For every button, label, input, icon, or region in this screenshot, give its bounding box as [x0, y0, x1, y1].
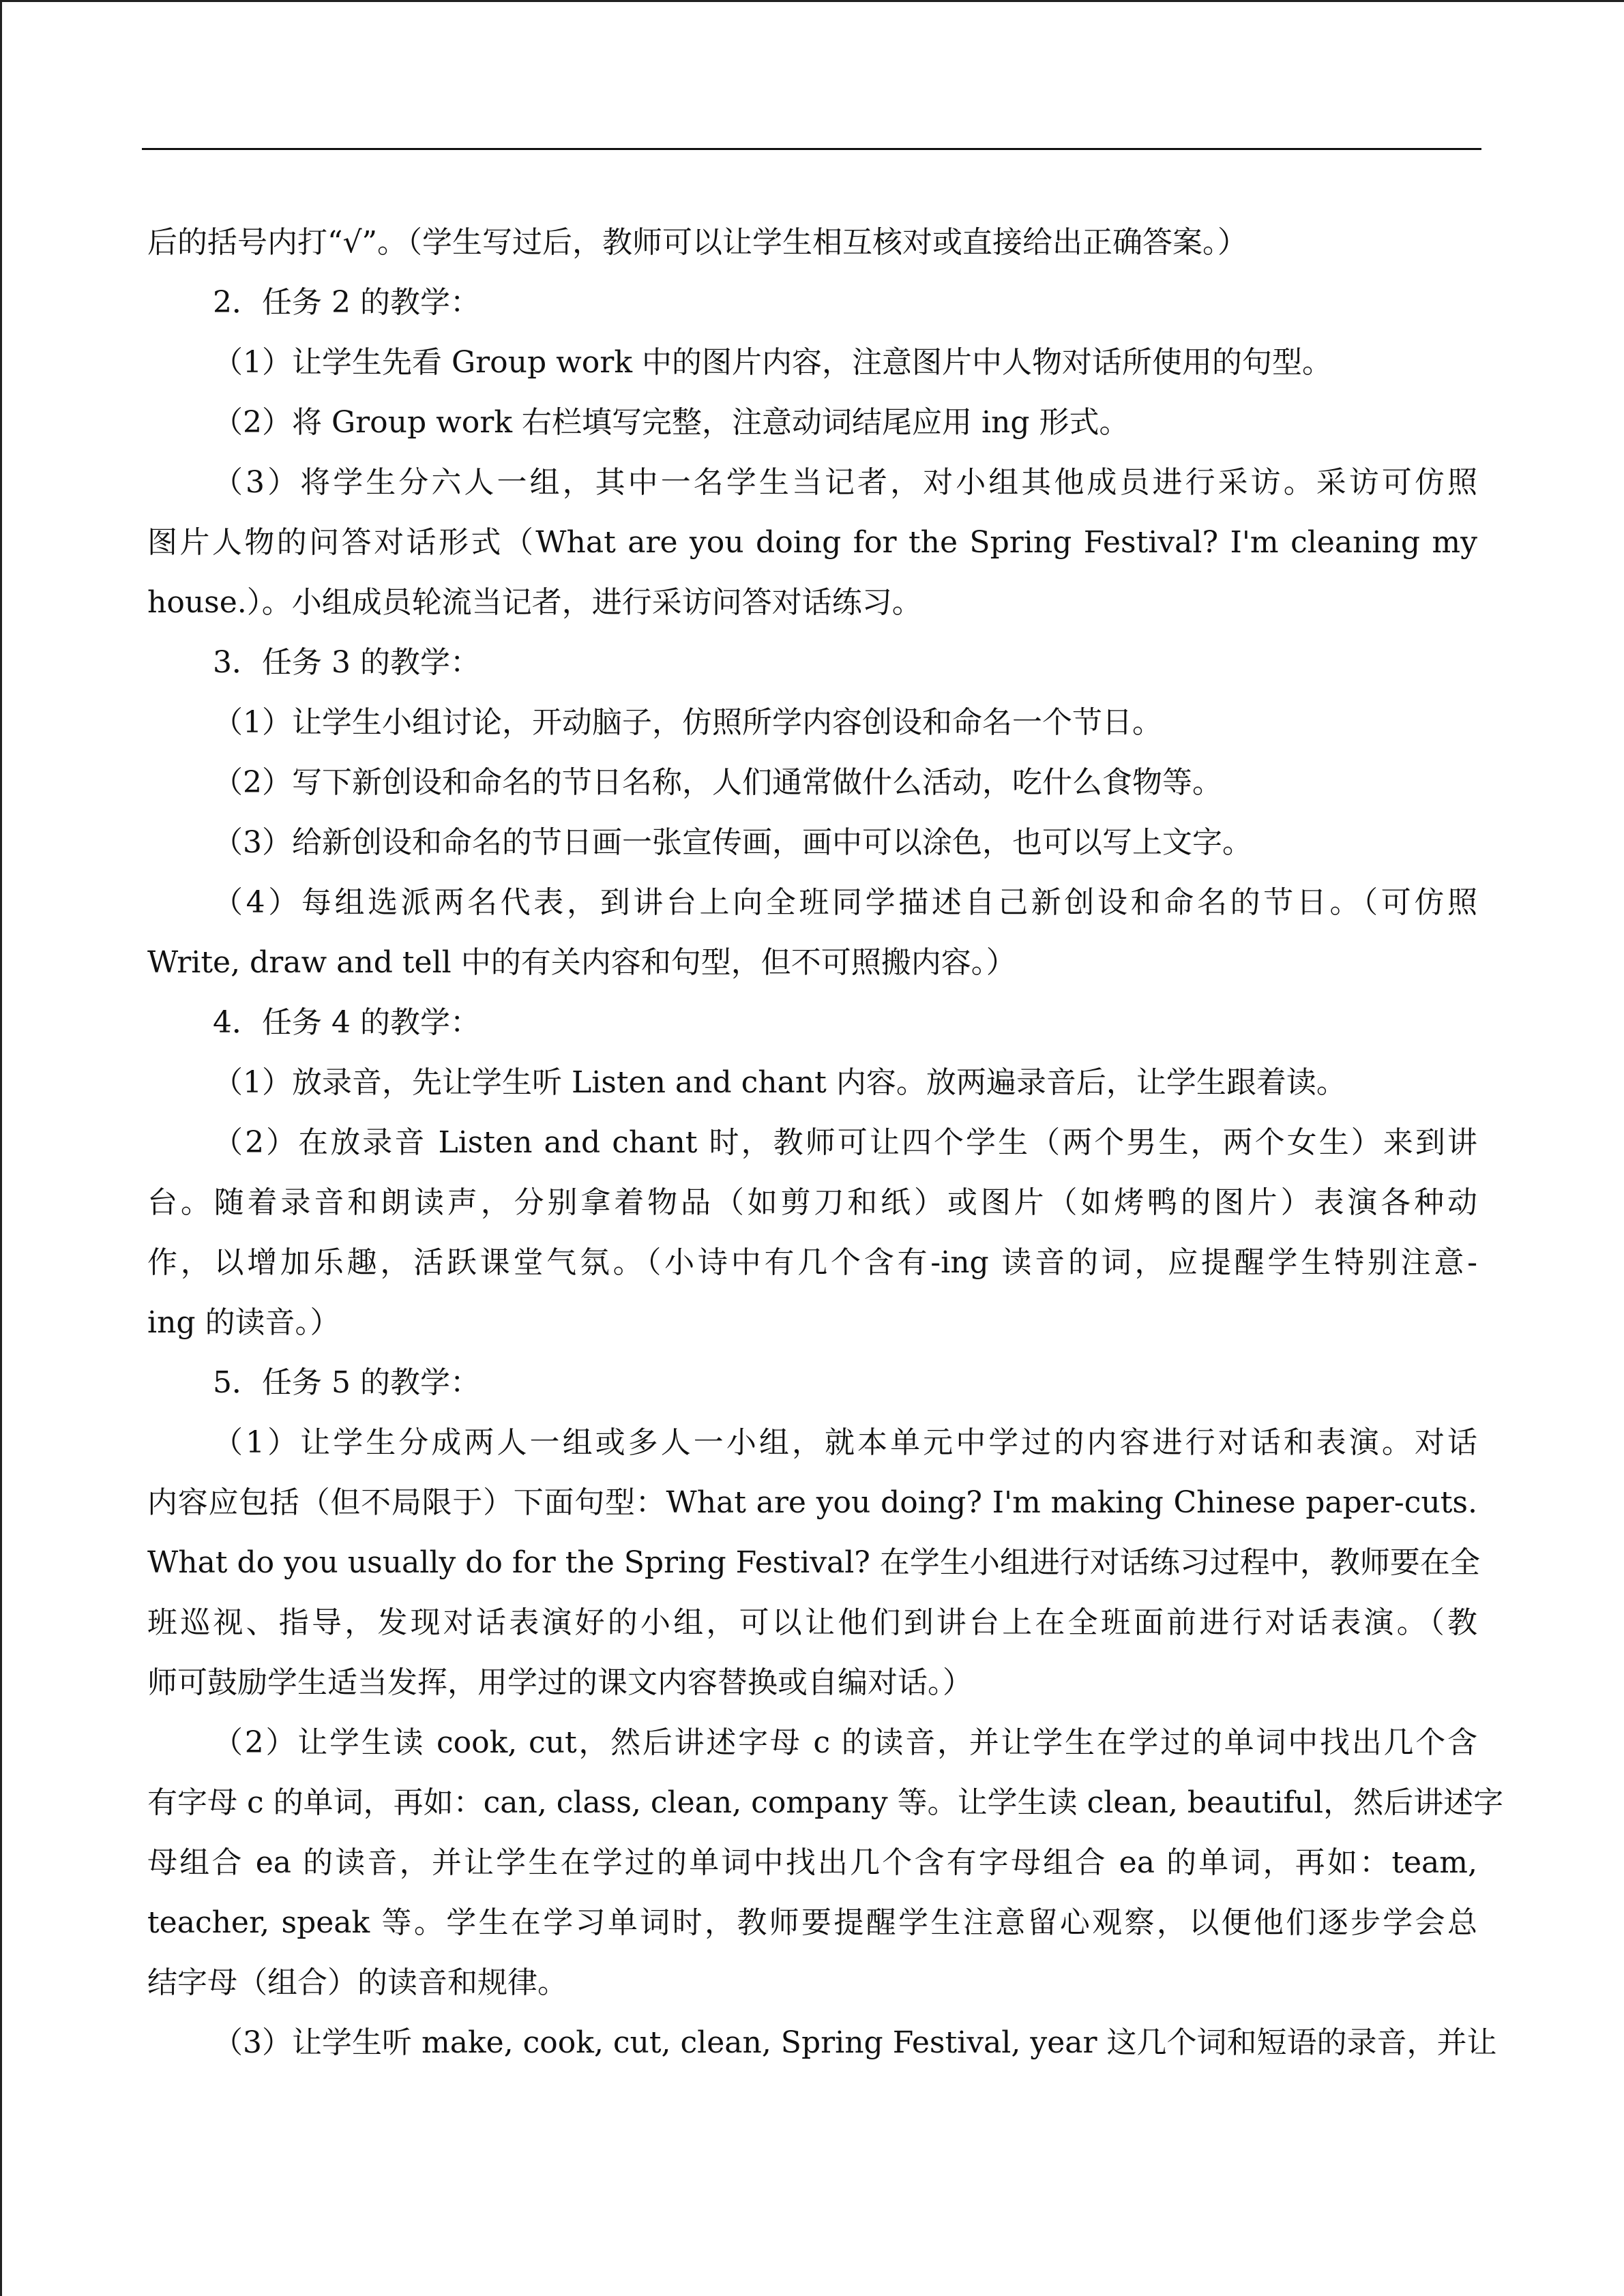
section-heading: 5．任务 5 的教学： [213, 1365, 480, 1400]
paragraph-line: （2）写下新创设和命名的节日名称，人们通常做什么活动，吃什么食物等。 [213, 765, 1222, 800]
paragraph-line: （2）将 Group work 右栏填写完整，注意动词结尾应用 ing 形式。 [213, 405, 1130, 440]
paragraph-line: house.）。小组成员轮流当记者，进行采访问答对话练习。 [147, 585, 922, 620]
paragraph-line: （3）给新创设和命名的节日画一张宣传画，画中可以涂色，也可以写上文字。 [213, 825, 1252, 860]
section-heading: 2．任务 2 的教学： [213, 285, 480, 320]
document-body [147, 213, 1504, 2073]
paragraph-line: （1）让学生小组讨论，开动脑子，仿照所学内容创设和命名一个节日。 [213, 705, 1162, 740]
paragraph-line: Write, draw and tell 中的有关内容和句型，但不可照搬内容。） [147, 945, 1016, 980]
paragraph-line: 后的括号内打“√”。（学生写过后，教师可以让学生相互核对或直接给出正确答案。） [147, 225, 1248, 260]
paragraph-line: 台。随着录音和朗读声，分别拿着物品（如剪刀和纸）或图片（如烤鸭的图片）表演各种动 [147, 1185, 1477, 1220]
paragraph-line: （4）每组选派两名代表，到讲台上向全班同学描述自己新创设和命名的节日。（可仿照 [213, 885, 1477, 920]
paragraph-line: 有字母 c 的单词，再如：can, class, clean, company 等。让学生读 clean, beautiful，然后讲述字 [147, 1785, 1504, 1820]
paragraph-line: ing 的读音。） [147, 1305, 340, 1340]
paragraph-line: （3）将学生分六人一组，其中一名学生当记者，对小组其他成员进行采访。采访可仿照 [213, 465, 1477, 500]
paragraph-line: 结字母（组合）的读音和规律。 [147, 1965, 567, 2000]
section-heading: 3．任务 3 的教学： [213, 645, 480, 680]
paragraph-line: 内容应包括（但不局限于）下面句型：What are you doing? I'm making Chinese paper-cuts. [147, 1485, 1477, 1520]
paragraph-line: 师可鼓励学生适当发挥，用学过的课文内容替换或自编对话。） [147, 1665, 973, 1700]
paragraph-line: What do you usually do for the Spring Festival? 在学生小组进行对话练习过程中，教师要在全 [147, 1545, 1480, 1580]
paragraph-line: （1）放录音，先让学生听 Listen and chant 内容。放两遍录音后，让学生跟着读。 [213, 1065, 1346, 1100]
paragraph-line: （1）让学生分成两人一组或多人一小组，就本单元中学过的内容进行对话和表演。对话 [213, 1425, 1477, 1460]
header-rule [142, 148, 1481, 150]
paragraph-line: （1）让学生先看 Group work 中的图片内容，注意图片中人物对话所使用的句型。 [213, 345, 1332, 380]
section-heading: 4．任务 4 的教学： [213, 1005, 480, 1040]
paragraph-line: （2）在放录音 Listen and chant 时，教师可让四个学生（两个男生，两个女生）来到讲 [213, 1125, 1477, 1160]
paragraph-line: 作，以增加乐趣，活跃课堂气氛。（小诗中有几个含有-ing 读音的词，应提醒学生特别注意- [147, 1245, 1477, 1280]
paragraph-line: 班巡视、指导，发现对话表演好的小组，可以让他们到讲台上在全班面前进行对话表演。（教 [147, 1605, 1477, 1640]
paragraph-line: teacher, speak 等。学生在学习单词时，教师要提醒学生注意留心观察，以便他们逐步学会总 [147, 1905, 1477, 1940]
paragraph-line: （3）让学生听 make, cook, cut, clean, Spring Festival, year 这几个词和短语的录音，并让 [213, 2025, 1497, 2060]
paragraph-line: 图片人物的问答对话形式（What are you doing for the Spring Festival? I'm cleaning my [147, 525, 1477, 560]
paragraph-line: （2）让学生读 cook, cut，然后讲述字母 c 的读音，并让学生在学过的单词中找出几个含 [213, 1725, 1477, 1760]
paragraph-line: 母组合 ea 的读音，并让学生在学过的单词中找出几个含有字母组合 ea 的单词，再如：team, [147, 1845, 1477, 1880]
